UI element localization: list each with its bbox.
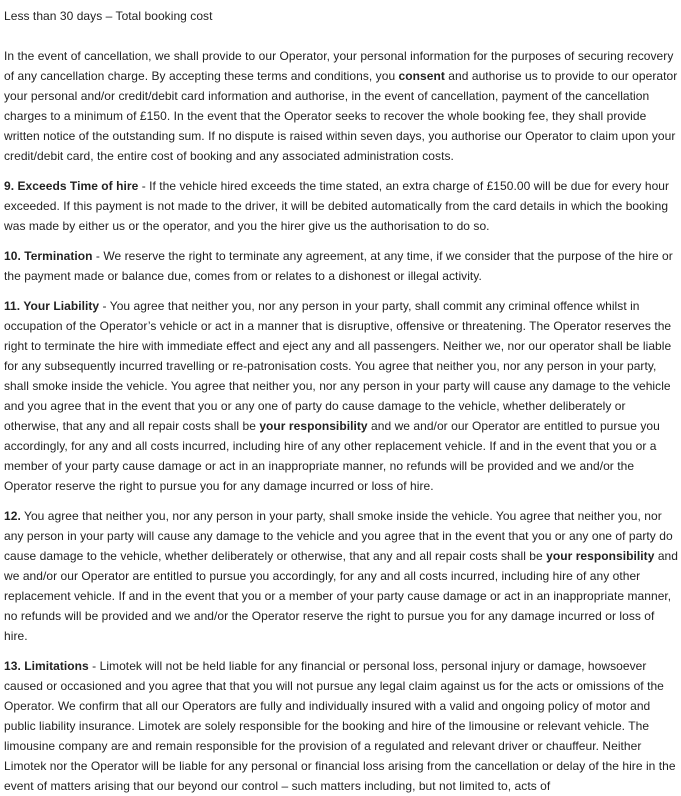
clause-12-text-2: and we and/or our Operator are entitled to pursue you accordingly, for any and all costs incurred, including hire of any other replacement vehicle. If and in the event that you or a member of your party cause damage or act in an inappropriate manner, no refunds will be provided and we and/or the Operator reserve the right to pursue you for any damage incurred or loss of hire. [4, 549, 678, 643]
your-liability-text-2: and we and/or our Operator are entitled to pursue you accordingly, for any and all costs incurred, including hire of any other replacement vehicle. If and in the event that you or a member of your party cause damage or act in an inappropriate manner, no refunds will be provided and we and/or the Operator reserve the right to pursue you for any damage incurred or loss of hire. [4, 419, 660, 493]
exceeds-time-paragraph [4, 176, 681, 236]
clause-12-text-1: You agree that neither you, nor any person in your party, shall smoke inside the vehicle. You agree that neither you, nor any person in your party will cause any damage to the vehicle and you agree that in the event that you or any one of party do cause damage to the vehicle, whether deliberately or otherwise, that any and all repair costs shall be [4, 509, 673, 563]
cost-heading: Less than 30 days – Total booking cost [4, 9, 213, 23]
exceeds-time-text: - If the vehicle hired exceeds the time stated, an extra charge of £150.00 will be due for every hour exceeded. If this payment is not made to the driver, it will be debited automatically from the card details in which the booking was made by either us or the operator, and you the hirer give us the authorisation to do so. [4, 179, 670, 233]
termination-paragraph [4, 246, 681, 286]
clause-12-paragraph [4, 506, 681, 646]
your-liability-title: 11. Your Liability [4, 299, 100, 313]
clause-12-title: 12. [4, 509, 21, 523]
clause-12-responsibility-bold: your responsibility [546, 549, 655, 563]
cancellation-text-2: and authorise us to provide to our operator your personal and/or credit/debit card information and authorise, in the event of cancellation, payment of the cancellation charges to a minimum of £150. In the event that the Operator seeks to recover the whole booking fee, they shall provide written notice of the outstanding sum. If no dispute is raised within seven days, you authorise our Operator to claim upon your credit/debit card, the entire cost of booking and any associated administration costs. [4, 69, 678, 163]
consent-bold: consent [398, 69, 445, 83]
your-responsibility-bold: your responsibility [259, 419, 368, 433]
exceeds-time-title: 9. Exceeds Time of hire [4, 179, 139, 193]
limitations-text: - Limotek will not be held liable for any financial or personal loss, personal injury or damage, howsoever caused or occasioned and you agree that that you will not pursue any legal claim against us for the acts or omissions of the Operator. We confirm that all our Operators are fully and individually insured with a valid and ongoing policy of motor and public liability insurance. Limotek are solely responsible for the booking and hire of the limousine or relevant vehicle. The limousine company are and remain responsible for the provision of a regulated and relevant driver or chauffeur. Neither Limotek nor the Operator will be liable for any personal or financial loss arising from the cancellation or delay of the hire in the event of matters arising that our beyond our control – such matters including, but not limited to, acts of [4, 659, 676, 793]
your-liability-paragraph [4, 296, 681, 496]
cancellation-paragraph [4, 46, 681, 166]
limitations-paragraph [4, 656, 681, 796]
termination-text: - We reserve the right to terminate any agreement, at any time, if we consider that the purpose of the hire or the payment made or balance due, comes from or relates to a dishonest or illegal activity. [4, 249, 673, 283]
your-liability-text-1: - You agree that neither you, nor any person in your party, shall commit any criminal offence whilst in occupation of the Operator’s vehicle or act in a manner that is disruptive, offensive or threatening. The Operator reserves the right to terminate the hire with immediate effect and eject any and all passengers. Neither we, nor our operator shall be liable for any subsequently incurred travelling or re-patronisation costs. You agree that neither you, nor any person in your party, shall smoke inside the vehicle. You agree that neither you, nor any person in your party will cause any damage to the vehicle and you agree that in the event that you or any one of party do cause damage to the vehicle, whether deliberately or otherwise, that any and all repair costs shall be [4, 299, 672, 433]
cancellation-text-1: In the event of cancellation, we shall provide to our Operator, your personal information for the purposes of securing recovery of any cancellation charge. By accepting these terms and conditions, you [4, 49, 674, 83]
termination-title: 10. Termination [4, 249, 93, 263]
limitations-title: 13. Limitations [4, 659, 89, 673]
